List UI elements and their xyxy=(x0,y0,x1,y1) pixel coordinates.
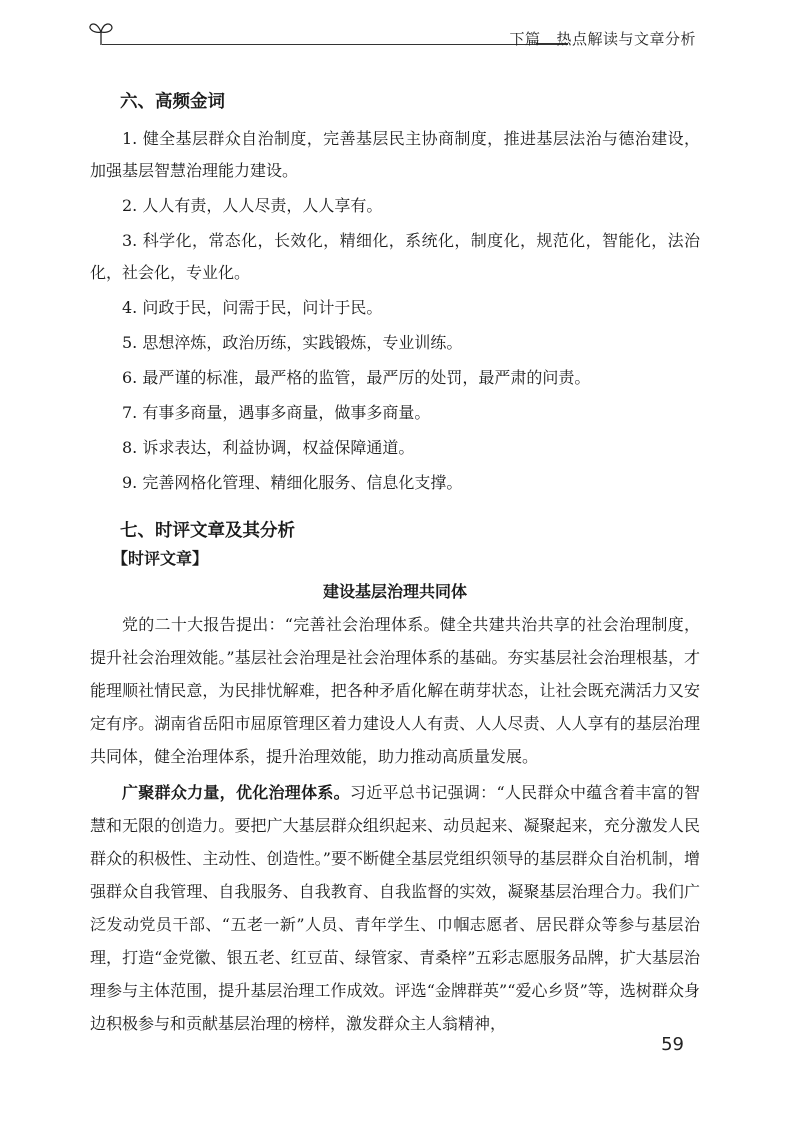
running-header xyxy=(88,18,696,54)
page-content xyxy=(90,88,700,1043)
list-item: 6. 最严谨的标准，最严格的监管，最严厉的处罚，最严肃的问责。 xyxy=(122,368,591,387)
list-item: 3. 科学化，常态化，长效化，精细化，系统化，制度化，规范化，智能化，法治化，社会化，专业化。 xyxy=(90,231,700,282)
sprout-icon xyxy=(88,18,114,46)
article-label: 【时评文章】 xyxy=(112,549,209,568)
list-item: 8. 诉求表达，利益协调，权益保障通道。 xyxy=(122,438,415,457)
section-heading-7: 七、时评文章及其分析 xyxy=(120,521,295,541)
chapter-title: 热点解读与文章分析 xyxy=(556,30,696,48)
list-item: 2. 人人有责，人人尽责，人人享有。 xyxy=(122,196,383,215)
running-head-text xyxy=(509,28,696,49)
list-item: 1. 健全基层群众自治制度，完善基层民主协商制度，推进基层法治与德治建设，加强基层智慧治理能力建设。 xyxy=(90,129,700,180)
list-item: 9. 完善网格化管理、精细化服务、信息化支撑。 xyxy=(122,473,463,492)
paragraph-body: 习近平总书记强调：“人民群众中蕴含着丰富的智慧和无限的创造力。要把广大基层群众组织起来、动员起来、凝聚起来，充分激发人民群众的积极性、主动性、创造性。”要不断健全基层党组织领导的基层群众自治机制，增强群众自我管理、自我服务、自我教育、自我监督的实效，凝聚基层治理合力。我们广泛发动党员干部、“五老一新”人员、青年学生、巾帼志愿者、居民群众等参与基层治理，打造“金党徽、银五老、红豆苗、绿管家、青桑梓”五彩志愿服务品牌，扩大基层治理参与主体范围，提升基层治理工作成效。评选“金牌群英”“爱心乡贤”等，选树群众身边积极参与和贡献基层治理的榜样，激发群众主人翁精神， xyxy=(90,783,700,1033)
article-paragraph-1: 党的二十大报告提出：“完善社会治理体系。健全共建共治共享的社会治理制度，提升社会治理效能。”基层社会治理是社会治理体系的基础。夯实基层社会治理根基，才能理顺社情民意，为民排忧解难，把各种矛盾化解在萌芽状态，让社会既充满活力又安定有序。湖南省岳阳市屈原管理区着力建设人人有责、人人尽责、人人享有的基层治理共同体，健全治理体系，提升治理效能，助力推动高质量发展。 xyxy=(90,615,700,766)
page-number: 59 xyxy=(661,1034,684,1055)
list-item: 7. 有事多商量，遇事多商量，做事多商量。 xyxy=(122,403,431,422)
section-heading-6: 六、高频金词 xyxy=(120,92,225,112)
article-title: 建设基层治理共同体 xyxy=(322,582,467,601)
article-paragraph-2 xyxy=(90,776,700,1040)
keyword-list xyxy=(90,123,700,499)
part-label: 下篇 xyxy=(509,30,541,48)
list-item: 5. 思想淬炼，政治历练，实践锻炼，专业训练。 xyxy=(122,333,463,352)
paragraph-lead: 广聚群众力量，优化治理体系。 xyxy=(122,783,350,802)
list-item: 4. 问政于民，问需于民，问计于民。 xyxy=(122,298,383,317)
header-rule xyxy=(102,44,536,45)
